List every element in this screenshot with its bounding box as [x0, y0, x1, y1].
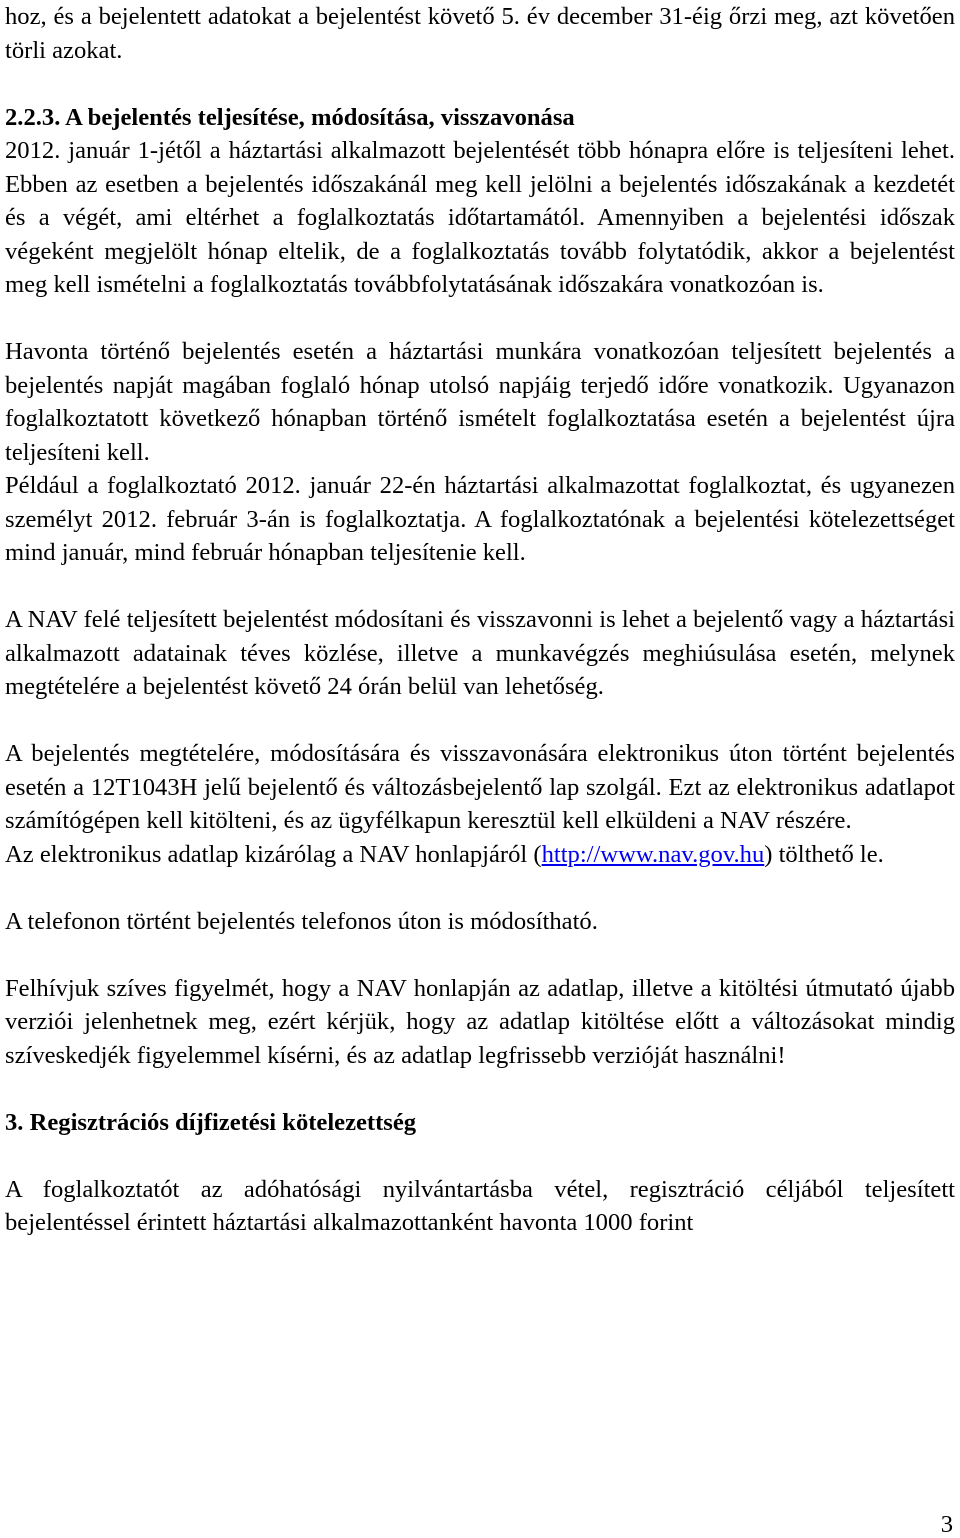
download-text-after: ) tölthető le.	[764, 840, 884, 868]
nav-modification-paragraph: A NAV felé teljesített bejelentést módosítani és visszavonni is lehet a bejelentő vagy a háztartási alkalmazott adatainak téves közlése, illetve a munkavégzés meghiúsulása esetén, melynek megtételére a bejelentést követő 24 órán belül van lehetőség.	[5, 606, 955, 700]
spacer	[5, 302, 955, 336]
attention-paragraph: Felhívjuk szíves figyelmét, hogy a NAV honlapján az adatlap, illetve a kitöltési útmutató újabb verziói jelenhetnek meg, ezért kérjük, hogy az adatlap kitöltése előtt a változásokat mindig szíveskedjék figyelemmel kísérni, és az adatlap legfrissebb verzióját használni!	[5, 974, 955, 1069]
download-text-before: Az elektronikus adatlap kizárólag a NAV honlapjáról (	[5, 840, 542, 868]
example-paragraph: Például a foglalkoztató 2012. január 22-én háztartási alkalmazottat foglalkoztat, és ugyanezen személyt 2012. február 3-án is foglalkoztatja. A foglalkoztatónak a bejelentési kötelezettséget mind január, mind február hónapban teljesítenie kell.	[5, 472, 955, 566]
spacer	[5, 704, 955, 738]
spacer	[5, 67, 955, 101]
electronic-form-paragraph: A bejelentés megtételére, módosítására és visszavonására elektronikus úton történt bejelentés esetén a 12T1043H jelű bejelentő és változásbejelentő lap szolgál. Ezt az elektronikus adatlapot számítógépen kell kitölteni, és az ügyfélkapun keresztül kell elküldeni a NAV részére.	[5, 740, 955, 834]
phone-modification-paragraph: A telefonon történt bejelentés telefonos úton is módosítható.	[5, 907, 598, 935]
nav-website-link[interactable]: http://www.nav.gov.hu	[541, 840, 765, 868]
spacer	[5, 938, 955, 972]
spacer	[5, 570, 955, 604]
section-2-2-3-heading: 2.2.3. A bejelentés teljesítése, módosítása, visszavonása	[5, 103, 575, 131]
spacer	[5, 1072, 955, 1106]
monthly-report-paragraph: Havonta történő bejelentés esetén a háztartási munkára vonatkozóan teljesített bejelentés a bejelentés napját magában foglaló hónap utolsó napjáig terjedő időre vonatkozik. Ugyanazon foglalkoztatott következő hónapban történő ismételt foglalkoztatása esetén a bejelentést újra teljesíteni kell.	[5, 338, 955, 466]
intro-paragraph: hoz, és a bejelentett adatokat a bejelentést követő 5. év december 31-éig őrzi meg, azt követően törli azokat.	[5, 3, 955, 64]
spacer	[5, 871, 955, 905]
download-paragraph	[5, 838, 955, 872]
section-3-paragraph: A foglalkoztatót az adóhatósági nyilvántartásba vétel, regisztráció céljából teljesített bejelentéssel érintett háztartási alkalmazottanként havonta 1000 forint	[5, 1175, 955, 1236]
page-number: 3	[940, 1511, 953, 1538]
spacer	[5, 1139, 955, 1173]
section-3-heading: 3. Regisztrációs díjfizetési kötelezettség	[5, 1108, 417, 1136]
document-page	[5, 0, 955, 1240]
section-2-2-3-paragraph: 2012. január 1-jétől a háztartási alkalmazott bejelentését több hónapra előre is teljesíteni lehet. Ebben az esetben a bejelentés időszakánál meg kell jelölni a bejelentés időszakának a kezdetét és a végét, ami eltérhet a foglalkoztatás időtartamától. Amennyiben a bejelentési időszak végeként megjelölt hónap eltelik, de a foglalkoztatás tovább folytatódik, akkor a bejelentést meg kell ismételni a foglalkoztatás továbbfolytatásának időszakára vonatkozóan is.	[5, 137, 955, 298]
